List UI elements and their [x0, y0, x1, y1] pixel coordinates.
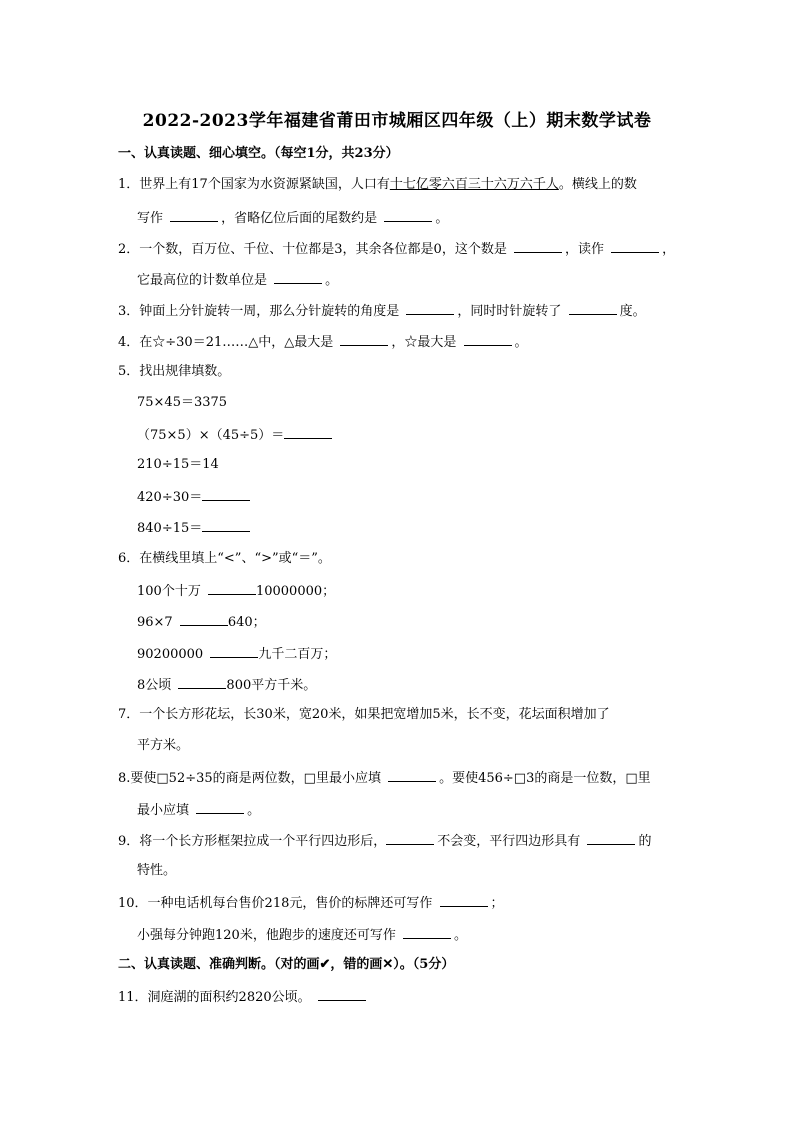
q10-text-a: 10．一种电话机每台售价218元，售价的标牌还可写作 — [118, 896, 433, 911]
q9-text-a: 9．将一个长方形框架拉成一个平行四边形后， — [118, 834, 387, 849]
q4-blank-1[interactable] — [340, 333, 388, 346]
q10-text-b: ； — [490, 896, 504, 911]
q6-line-4a: 8公顷 — [137, 678, 172, 693]
q5-line-4-text: 420÷30＝ — [137, 490, 203, 505]
q6-blank-3[interactable] — [210, 645, 258, 658]
q10-blank-1[interactable] — [440, 894, 488, 907]
q11-blank-1[interactable] — [318, 988, 366, 1001]
question-5: 5．找出规律填数。 — [118, 364, 231, 379]
q9-text-c: 的 — [638, 834, 652, 849]
q2-text-c: ， — [662, 242, 676, 257]
q2-text-a: 2．一个数，百万位、千位、十位都是3，其余各位都是0，这个数是 — [118, 242, 507, 257]
question-2 — [118, 240, 675, 258]
question-8-cont — [137, 801, 260, 819]
q4-text-b: ，☆最大是 — [391, 335, 457, 350]
question-11 — [118, 988, 369, 1006]
question-2-cont — [137, 271, 338, 289]
q8-text-d: 。 — [247, 803, 261, 818]
q8-text-a: 8.要使□52÷35的商是两位数，□里最小应填 — [118, 771, 381, 786]
q5-line-4 — [137, 488, 253, 506]
question-7: 7．一个长方形花坛，长30米，宽20米，如果把宽增加5米，长不变，花坛面积增加了 — [118, 707, 610, 722]
q9-blank-1[interactable] — [386, 832, 434, 845]
q9-text-b: 不会变，平行四边形具有 — [437, 834, 581, 849]
q5-line-5 — [137, 519, 253, 537]
q8-text-b: 。要使456÷□3的商是一位数，□里 — [439, 771, 651, 786]
q10-blank-2[interactable] — [403, 926, 451, 939]
q5-blank-2[interactable] — [202, 488, 250, 501]
q2-text-e: 。 — [325, 273, 339, 288]
q4-blank-2[interactable] — [464, 333, 512, 346]
question-7-cont: 平方米。 — [137, 738, 190, 753]
q3-text-b: ，同时时针旋转了 — [457, 304, 562, 319]
q5-blank-1[interactable] — [284, 426, 332, 439]
question-1-cont — [137, 209, 448, 227]
q6-line-2 — [137, 613, 266, 631]
q8-text-c: 最小应填 — [137, 803, 190, 818]
q6-line-3 — [137, 645, 336, 663]
q11-text-a: 11．洞庭湖的面积约2820公顷。 — [118, 990, 311, 1005]
section-2-heading: 二、认真读题、准确判断。（对的画✔，错的画✕）。（5分） — [118, 957, 455, 972]
q2-text-b: ，读作 — [564, 242, 604, 257]
q5-line-2 — [137, 426, 335, 444]
q3-text-c: 度。 — [619, 304, 646, 319]
q6-blank-2[interactable] — [180, 613, 228, 626]
q8-blank-2[interactable] — [196, 801, 244, 814]
q5-line-2-text: （75×5）×（45÷5）＝ — [137, 428, 285, 443]
question-3 — [118, 302, 646, 320]
q10-text-d: 。 — [453, 928, 467, 943]
q6-line-1b: 10000000； — [255, 584, 336, 599]
q2-blank-3[interactable] — [274, 271, 322, 284]
q1-text-b: 。横线上的数 — [558, 177, 637, 192]
q6-line-1a: 100个十万 — [137, 584, 201, 599]
q1-blank-2[interactable] — [384, 209, 432, 222]
q6-line-2b: 640； — [227, 615, 266, 630]
q4-text-c: 。 — [514, 335, 528, 350]
q6-line-3a: 90200000 — [137, 647, 204, 662]
q6-line-1 — [137, 582, 335, 600]
q6-line-4 — [137, 676, 316, 694]
q1-underlined-number: 十七亿零六百三十六万六千人 — [389, 177, 559, 192]
q4-text-a: 4．在☆÷30＝21……△中，△最大是 — [118, 335, 334, 350]
q5-line-5-text: 840÷15＝ — [137, 521, 203, 536]
q5-line-1: 75×45＝3375 — [137, 395, 228, 410]
q3-blank-1[interactable] — [406, 302, 454, 315]
q5-line-3: 210÷15＝14 — [137, 457, 219, 472]
q2-blank-2[interactable] — [611, 240, 659, 253]
q9-blank-2[interactable] — [587, 832, 635, 845]
q6-blank-1[interactable] — [208, 582, 256, 595]
q1-blank-1[interactable] — [170, 209, 218, 222]
question-6: 6．在横线里填上“<”、“>”或“＝”。 — [118, 551, 331, 566]
question-10-cont — [137, 926, 467, 944]
q1-text-a: 1．世界上有17个国家为水资源紧缺国，人口有 — [118, 177, 390, 192]
question-9 — [118, 832, 651, 850]
question-9-cont: 特性。 — [137, 863, 177, 878]
question-4 — [118, 333, 528, 351]
q2-blank-1[interactable] — [514, 240, 562, 253]
q6-blank-4[interactable] — [178, 676, 226, 689]
q8-blank-1[interactable] — [388, 769, 436, 782]
q5-blank-3[interactable] — [202, 519, 250, 532]
q1-text-d: ，省略亿位后面的尾数约是 — [221, 211, 378, 226]
section-1-heading: 一、认真读题、细心填空。（每空1分，共23分） — [118, 146, 399, 161]
q6-line-3b: 九千二百万； — [258, 647, 337, 662]
q1-text-c: 写作 — [137, 211, 164, 226]
q6-line-4b: 800平方千米。 — [226, 678, 317, 693]
q10-text-c: 小强每分钟跑120米，他跑步的速度还可写作 — [137, 928, 396, 943]
question-8 — [118, 769, 651, 787]
q3-text-a: 3．钟面上分针旋转一周，那么分针旋转的角度是 — [118, 304, 400, 319]
q3-blank-2[interactable] — [569, 302, 617, 315]
q2-text-d: 它最高位的计数单位是 — [137, 273, 268, 288]
page-title: 2022-2023学年福建省莆田市城厢区四年级（上）期末数学试卷 — [142, 111, 652, 131]
q6-line-2a: 96×7 — [137, 615, 173, 630]
q1-text-e: 。 — [435, 211, 449, 226]
question-1 — [118, 177, 637, 193]
question-10 — [118, 894, 504, 912]
